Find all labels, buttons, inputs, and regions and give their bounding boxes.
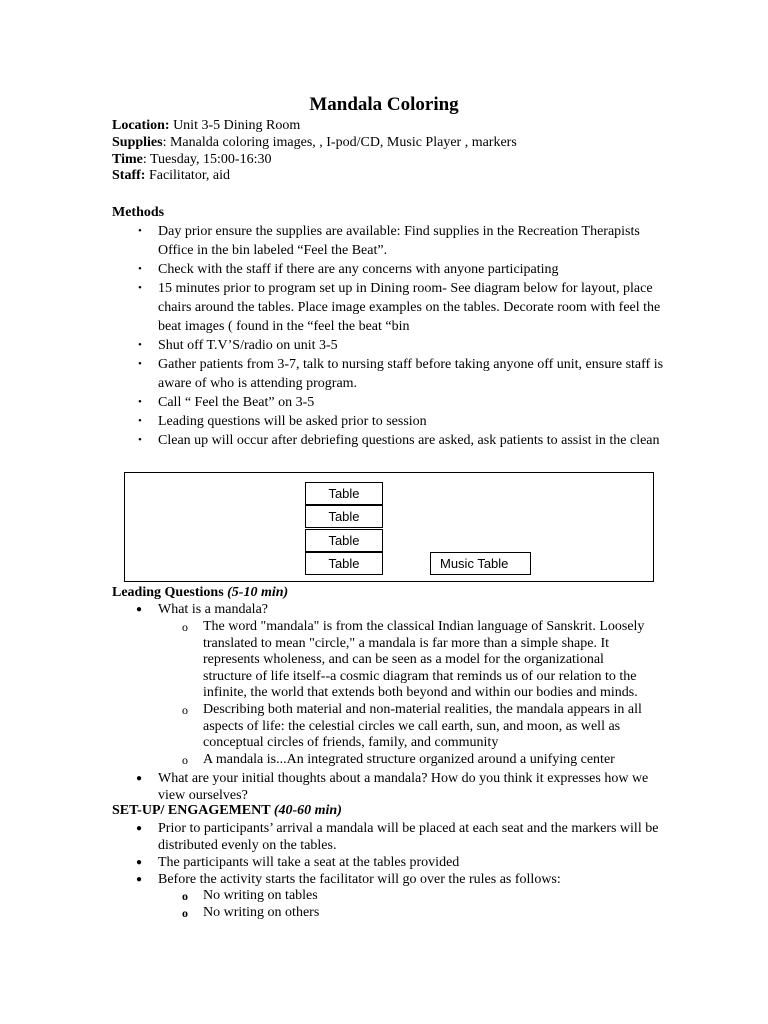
- list-item: [112, 855, 672, 872]
- method-text: 15 minutes prior to program set up in Dining room- See diagram below for layout, place chairs around the tables. Place image examples on the tables. Decorate room with feel the beat images ( found in the “feel the beat “bin: [158, 281, 661, 334]
- method-text: Shut off T.V’S/radio on unit 3-5: [158, 338, 338, 353]
- circle-bullet-icon: o: [182, 889, 188, 903]
- time-label: Time: [112, 152, 143, 167]
- answer-text: A mandala is...An integrated structure organized around a unifying center: [203, 752, 615, 767]
- table-box: Table: [305, 482, 383, 505]
- method-text: Gather patients from 3-7, talk to nursing staff before taking anyone off unit, ensure staff is aware of who is attending program.: [158, 357, 664, 391]
- answer-text: The word "mandala" is from the classical Indian language of Sanskrit. Loosely translated to mean "circle," a mandala is far more than a simple shape. It represents wholeness, and can be seen as a model for the organizational structure of life itself--a cosmic diagram that reminds us of our relation to the infinite, the world that extends both beyond and within our bodies and minds.: [203, 619, 645, 700]
- method-text: Check with the staff if there are any concerns with anyone participating: [158, 262, 559, 277]
- answer-text: Describing both material and non-material realities, the mandala appears in all aspects of life: the celestial circles we call earth, sun, and moon, as well as conceptual circles of friends, family, and community: [203, 702, 642, 750]
- list-item: [112, 260, 672, 279]
- bullet-icon: •: [138, 358, 142, 370]
- supplies-line: [112, 134, 517, 151]
- bullet-icon: ●: [136, 857, 143, 868]
- leading-heading-text: Leading Questions: [112, 585, 228, 600]
- supplies-value: : Manalda coloring images, , I-pod/CD, Music Player , markers: [162, 135, 517, 150]
- list-item: [112, 752, 652, 769]
- table-box: Table: [305, 552, 383, 575]
- circle-bullet-icon: o: [182, 703, 188, 717]
- table-box: Table: [305, 529, 383, 552]
- setup-duration: (40-60 min): [273, 803, 342, 818]
- circle-bullet-icon: o: [182, 906, 188, 920]
- method-text: Day prior ensure the supplies are available: Find supplies in the Recreation Therapists Office in the bin labeled “Feel the Beat”.: [158, 224, 640, 258]
- time-value: : Tuesday, 15:00-16:30: [142, 152, 272, 167]
- bullet-icon: •: [138, 339, 142, 351]
- question-text: What are your initial thoughts about a mandala? How do you think it expresses how we view ourselves?: [158, 771, 649, 803]
- setup-text: Before the activity starts the facilitator will go over the rules as follows:: [158, 872, 561, 887]
- setup-heading: [112, 803, 342, 819]
- bullet-icon: •: [138, 434, 142, 446]
- list-item: [112, 888, 652, 905]
- list-item: [112, 872, 672, 889]
- bullet-icon: ●: [136, 823, 143, 834]
- bullet-icon: ●: [136, 604, 143, 615]
- methods-list: [112, 222, 672, 450]
- method-text: Clean up will occur after debriefing questions are asked, ask patients to assist in the clean: [158, 433, 660, 448]
- location-label: Location:: [112, 118, 170, 133]
- list-item: [112, 355, 672, 393]
- location-value: Unit 3-5 Dining Room: [169, 118, 301, 133]
- document-title: Mandala Coloring: [309, 94, 459, 115]
- music-table-box: Music Table: [430, 552, 531, 575]
- list-item: [112, 821, 672, 854]
- list-item: [112, 431, 672, 450]
- leading-duration: (5-10 min): [227, 585, 289, 600]
- list-item: [112, 771, 672, 804]
- circle-bullet-icon: o: [182, 620, 188, 634]
- bullet-icon: •: [138, 396, 142, 408]
- bullet-icon: •: [138, 415, 142, 427]
- bullet-icon: ●: [136, 773, 143, 784]
- bullet-icon: •: [138, 282, 142, 294]
- rule-text: No writing on tables: [203, 888, 318, 903]
- table-box: Table: [305, 505, 383, 528]
- method-text: Leading questions will be asked prior to session: [158, 414, 427, 429]
- location-line: [112, 117, 300, 134]
- list-item: [112, 412, 672, 431]
- question-text: What is a mandala?: [158, 602, 269, 617]
- bullet-icon: •: [138, 225, 142, 237]
- list-item: [112, 619, 652, 702]
- method-text: Call “ Feel the Beat” on 3-5: [158, 395, 315, 410]
- setup-text: Prior to participants’ arrival a mandala will be placed at each seat and the markers will be distributed evenly on the tables.: [158, 821, 659, 853]
- list-item: [112, 905, 652, 922]
- setup-heading-text: SET-UP/ ENGAGEMENT: [112, 803, 274, 818]
- room-layout-diagram: [124, 472, 654, 582]
- circle-bullet-icon: o: [182, 753, 188, 767]
- staff-value: Facilitator, aid: [145, 168, 231, 183]
- bullet-icon: ●: [136, 874, 143, 885]
- time-line: [112, 151, 271, 168]
- list-item: [112, 702, 652, 752]
- staff-line: [112, 167, 230, 184]
- bullet-icon: •: [138, 263, 142, 275]
- rule-text: No writing on others: [203, 905, 320, 920]
- leading-questions-heading: [112, 585, 288, 601]
- list-item: [112, 393, 672, 412]
- list-item: [112, 222, 672, 260]
- staff-label: Staff:: [112, 168, 146, 183]
- list-item: [112, 279, 672, 336]
- supplies-label: Supplies: [112, 135, 163, 150]
- methods-heading: Methods: [112, 205, 165, 220]
- setup-text: The participants will take a seat at the tables provided: [158, 855, 460, 870]
- list-item: [112, 602, 672, 619]
- list-item: [112, 336, 672, 355]
